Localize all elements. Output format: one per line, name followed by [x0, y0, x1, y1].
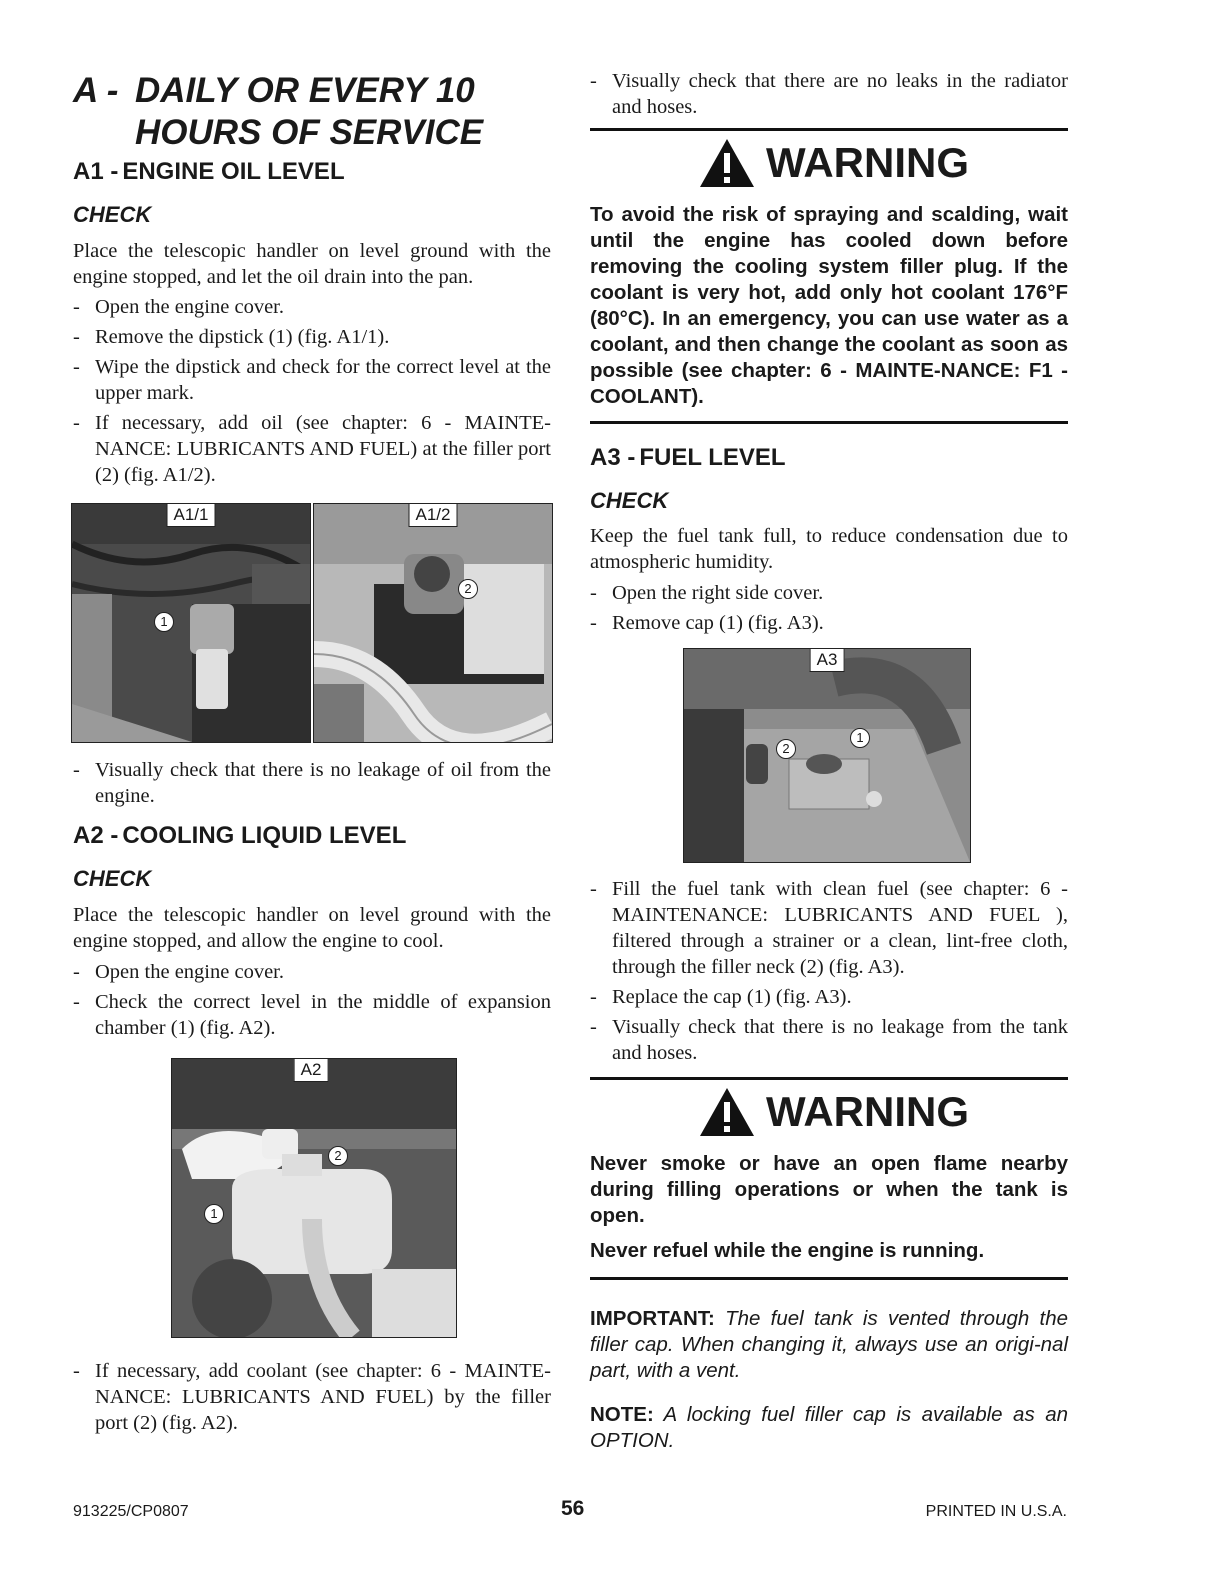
a2-check: CHECK	[73, 866, 152, 891]
figure-label: A3	[810, 649, 845, 672]
callout-2: 2	[458, 579, 478, 599]
page-number: 56	[561, 1497, 585, 1520]
a3-after	[590, 876, 1068, 1066]
a3-intro: Keep the fuel tank full, to reduce condensation due to atmospheric humidity.	[590, 525, 1068, 573]
footer-printed: PRINTED IN U.S.A.	[925, 1503, 1067, 1520]
fuel-tank-photo	[684, 649, 970, 862]
heading-line1: DAILY OR EVERY 10	[135, 71, 475, 110]
divider	[590, 1077, 1068, 1080]
divider	[590, 421, 1068, 424]
a2-heading: A2 - COOLING LIQUID LEVEL	[73, 822, 407, 849]
footer-doc-number: 913225/CP0807	[73, 1503, 189, 1520]
callout-1: 1	[850, 728, 870, 748]
warning-icon	[698, 1086, 756, 1138]
a3-heading: A3 - FUEL LEVEL	[590, 444, 786, 471]
a1-steps	[73, 294, 551, 488]
a2-steps	[73, 959, 551, 1041]
heading-line2: HOURS OF SERVICE	[135, 113, 484, 152]
figure-a2	[171, 1058, 457, 1338]
list-item: - If necessary, add oil (see chapter: 6 - MAINTE-NANCE: LUBRICANTS AND FUEL) at the filler port (2) (fig. A1/2).	[73, 410, 551, 488]
option-note: NOTE: A locking fuel filler cap is available as an OPTION.	[590, 1403, 1068, 1452]
list-item: - Wipe the dipstick and check for the correct level at the upper mark.	[73, 354, 551, 406]
important-note: IMPORTANT: The fuel tank is vented through the filler cap. When changing it, always use an origi-nal part, with a vent.	[590, 1307, 1068, 1382]
warning-text: Never refuel while the engine is running.	[590, 1239, 985, 1262]
callout-2: 2	[776, 739, 796, 759]
warning-icon	[698, 137, 756, 189]
list-item: - Fill the fuel tank with clean fuel (see chapter: 6 - MAINTENANCE: LUBRICANTS AND FUEL ), filtered through a strainer or a clean, lint-free cloth, through the filler neck (2) (fig. A3).	[590, 876, 1068, 980]
warning-title: WARNING	[698, 1086, 969, 1138]
divider	[590, 128, 1068, 131]
heading-section: A - DAILY OR EVERY 10 HOURS OF SERVICE	[73, 70, 613, 154]
coolant-tank-photo	[172, 1059, 456, 1337]
divider	[590, 1277, 1068, 1280]
a1-check: CHECK	[73, 202, 152, 227]
callout-1: 1	[204, 1204, 224, 1224]
callout-2: 2	[328, 1146, 348, 1166]
figure-a1-1	[71, 503, 311, 743]
a3-check: CHECK	[590, 488, 669, 513]
a2-after: - If necessary, add coolant (see chapter: 6 - MAINTE-NANCE: LUBRICANTS AND FUEL) by the filler port (2) (fig. A2).	[73, 1358, 551, 1436]
engine-photo	[72, 504, 310, 742]
figure-label: A1/1	[167, 504, 216, 527]
figure-label: A2	[294, 1059, 329, 1082]
warning-text: To avoid the risk of spraying and scalding, wait until the engine has cooled down before removing the cooling system filler plug. If the coolant is very hot, add only hot coolant 176°F (80°C). In an emergency, you can use water as a coolant, and then change the coolant as soon as possible (see chapter: 6 - MAINTE-NANCE: F1 - COOLANT).	[590, 203, 1068, 408]
radiator-check: - Visually check that there are no leaks in the radiator and hoses.	[590, 68, 1068, 120]
list-item: - Check the correct level in the middle of expansion chamber (1) (fig. A2).	[73, 989, 551, 1041]
list-item: - Open the engine cover.	[73, 959, 551, 985]
warning-text: Never smoke or have an open flame nearby during filling operations or when the tank is open.	[590, 1152, 1068, 1227]
callout-1: 1	[154, 612, 174, 632]
a1-intro: Place the telescopic handler on level ground with the engine stopped, and let the oil drain into the pan.	[73, 240, 551, 288]
list-item: - Open the engine cover.	[73, 294, 551, 320]
list-item: - Remove the dipstick (1) (fig. A1/1).	[73, 324, 551, 350]
list-item: - Remove cap (1) (fig. A3).	[590, 610, 1068, 636]
figure-label: A1/2	[409, 504, 458, 527]
warning-title: WARNING	[698, 137, 969, 189]
a1-heading: A1 - ENGINE OIL LEVEL	[73, 158, 345, 185]
a2-intro: Place the telescopic handler on level ground with the engine stopped, and allow the engine to cool.	[73, 904, 551, 952]
list-item: - Visually check that there is no leakage from the tank and hoses.	[590, 1014, 1068, 1066]
figure-a1-2	[313, 503, 553, 743]
list-item: - Open the right side cover.	[590, 580, 1068, 606]
a3-steps	[590, 580, 1068, 636]
figure-a3	[683, 648, 971, 863]
filler-port-photo	[314, 504, 552, 742]
list-item: - Replace the cap (1) (fig. A3).	[590, 984, 1068, 1010]
a1-after: - Visually check that there is no leakage of oil from the engine.	[73, 757, 551, 809]
